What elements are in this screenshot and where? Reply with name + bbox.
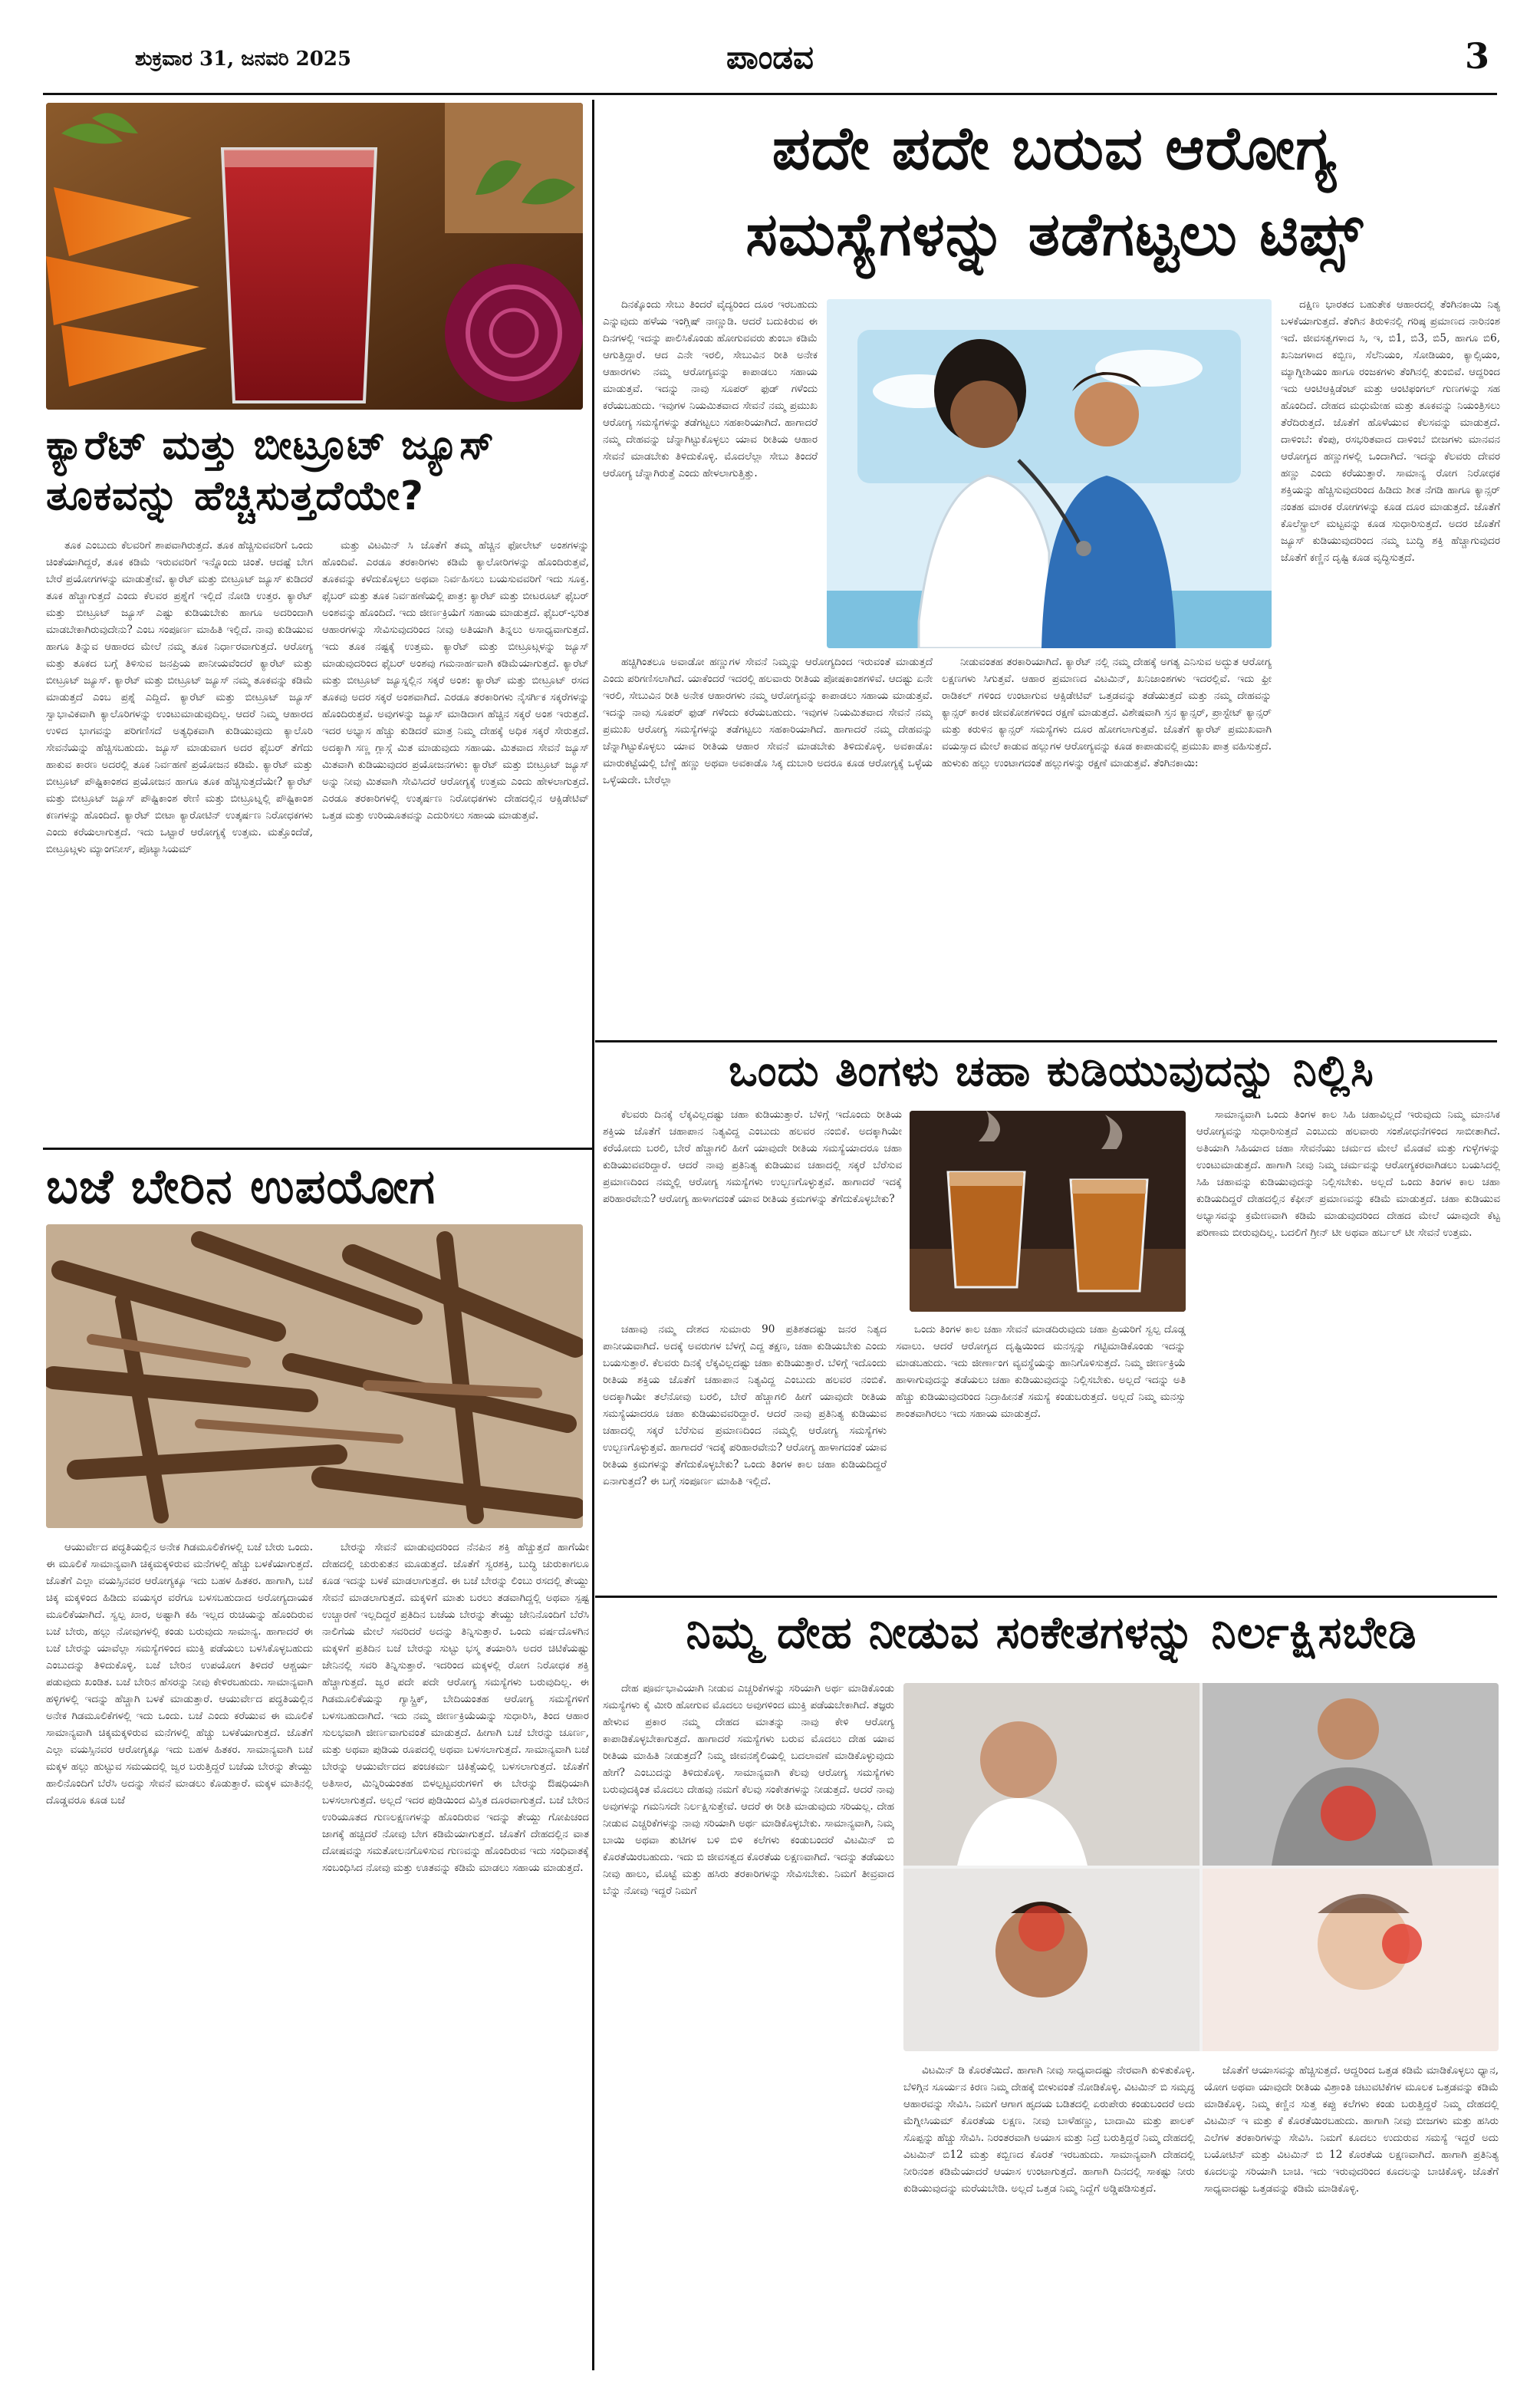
baje-paragraph: ಆಯುರ್ವೇದ ಪದ್ಧತಿಯಲ್ಲಿನ ಅನೇಕ ಗಿಡಮೂಲಿಕೆಗಳಲ್ಲಿ ಬಜೆ ಬೇರು ಒಂದು. ಈ ಮೂಲಿಕೆ ಸಾಮಾನ್ಯವಾಗಿ ಚಿಕ್ಕಮಕ್ಕಳಿರುವ ಮನೆಗಳಲ್ಲಿ ಹೆಚ್ಚು ಬಳಕೆಯಾಗುತ್ತದೆ. ಜೊತೆಗೆ ಎಲ್ಲಾ ವಯಸ್ಸಿನವರ ಆರೋಗ್ಯಕ್ಕೂ ಇದು ಬಹಳ ಹಿತಕರ. ಹಾಗಾಗಿ, ಬಜೆ ಚಿಕ್ಕ ಮಕ್ಕಳಿಂದ ಹಿಡಿದು ವಯಸ್ಕರ ವರೆಗೂ ಬಳಸಬಹುದಾದ ಅರೋಗ್ಯದಾಯಕ ಮೂಲಿಕೆಯಾಗಿದೆ. ಸ್ವಲ್ಪ ಖಾರ, ಅಷ್ಟಾಗಿ ಕಹಿ ಇಲ್ಲದ ರುಚಿಯನ್ನು ಹೊಂದಿರುವ ಬಜೆ ಬೇರು, ಹಲ್ಲು ನೋವುಗಳಲ್ಲಿ ಕಂಡು ಬರುವುದು ಸಾಮಾನ್ಯ. ಹಾಗಾದರೆ ಈ ಬಜೆ ಬೇರನ್ನು ಯಾವೆಲ್ಲಾ ಸಮಸ್ಯೆಗಳಿಂದ ಮುಕ್ತಿ ಪಡೆಯಲು ಬಳಸಿಕೊಳ್ಳಬಹುದು ಎಂಬುದನ್ನು ತಿಳಿದುಕೊಳ್ಳಿ. ಬಜೆ ಬೇರಿನ ಉಪಯೋಗ ತಿಳಿದರೆ ಆಶ್ಚರ್ಯ ಪಡುವುದು ಖಂಡಿತ. ಬಜೆ ಬೇರಿನ ಹೆಸರನ್ನು ನೀವು ಕೇಳಿರಬಹುದು. ಸಾಮಾನ್ಯವಾಗಿ ಹಳ್ಳಿಗಳಲ್ಲಿ ಇದನ್ನು ಹೆಚ್ಚಾಗಿ ಬಳಕೆ ಮಾಡುತ್ತಾರೆ. ಆಯುರ್ವೇದ ಪದ್ಧತಿಯಲ್ಲಿನ ಅನೇಕ ಗಿಡಮೂಲಿಕೆಗಳಲ್ಲಿ ಇದು ಒಂದು. ಬಜೆ ಎಂದು ಕರೆಯುವ ಈ ಮೂಲಿಕೆ ಸಾಮಾನ್ಯವಾಗಿ ಚಿಕ್ಕಮಕ್ಕಳಿರುವ ಮನೆಗಳಲ್ಲಿ ಹೆಚ್ಚು ಬಳಕೆಯಾಗುತ್ತದೆ. ಜೊತೆಗೆ ಎಲ್ಲಾ ವಯಸ್ಸಿನವರ ಆರೋಗ್ಯಕ್ಕೂ ಇದು ಬಹಳ ಹಿತಕರ. ಸಾಮಾನ್ಯವಾಗಿ ಬಜೆ ಮಕ್ಕಳ ಹಲ್ಲು ಹುಟ್ಟುವ ಸಮಯದಲ್ಲಿ ಜ್ವರ ಬರುತ್ತಿದ್ದರೆ ಬಜೆಯ ಬೇರನ್ನು ತೇಯ್ದು ಹಾಲಿನೊಂದಿಗೆ ಬೆರೆಸಿ ಅದನ್ನು ಸೇವನೆ ಮಾಡಲು ಕೊಡುತ್ತಾರೆ. ಮಕ್ಕಳ ಮಾತಿನಲ್ಲಿ ದೊಡ್ಡವರೂ ಕೂಡ ಬಜೆ	[46, 1541, 313, 1807]
health-paragraph: ದಿನಕ್ಕೊಂದು ಸೇಬು ತಿಂದರೆ ವೈದ್ಯರಿಂದ ದೂರ ಇರಬಹುದು ಎನ್ನುವುದು ಹಳೆಯ ಇಂಗ್ಲಿಷ್ ನಾಣ್ಣುಡಿ. ಆದರೆ ಬದುಕಿರುವ ಈ ದಿನಗಳಲ್ಲಿ ಇದನ್ನು ಪಾಲಿಸಿಕೊಂಡು ಹೋಗುವವರು ತುಂಬಾ ಕಡಿಮೆ ಆಗುತ್ತಿದ್ದಾರೆ. ಆದ ಎನೇ ಇರಲಿ, ಸೇಬುವಿನ ರೀತಿ ಅನೇಕ ಆಹಾರಗಳು ನಮ್ಮ ಆರೋಗ್ಯವನ್ನು ಕಾಪಾಡಲು ಸಹಾಯ ಮಾಡುತ್ತವೆ. ಇದನ್ನು ನಾವು ಸೂಪರ್ ಫುಡ್ ಗಳೆಂದು ಕರೆಯಬಹುದು. ಇವುಗಳ ನಿಯಮಿತವಾದ ಸೇವನೆ ನಮ್ಮ ಪ್ರಮುಖ ಆರೋಗ್ಯ ಸಮಸ್ಯೆಗಳನ್ನು ತಡೆಗಟ್ಟಲು ಸಹಕಾರಿಯಾಗಿದೆ. ಹಾಗಾದರೆ ನಮ್ಮ ದೇಹವನ್ನು ಚೆನ್ನಾಗಿಟ್ಟುಕೊಳ್ಳಲು ಯಾವ ರೀತಿಯ ಆಹಾರ ಸೇವನೆ ಮಾಡಬೇಕು ತಿಳಿದುಕೊಳ್ಳಿ. ಮೊದಲೆಲ್ಲಾ ಸೇಬು ತಿಂದರೆ ಆರೋಗ್ಯ ಚೆನ್ನಾಗಿರುತ್ತೆ ಎಂದು ಹೇಳಲಾಗುತ್ತಿತ್ತು.	[603, 298, 818, 479]
newspaper-name: ಪಾಂಡವ	[726, 38, 814, 76]
section-divider	[595, 1596, 1497, 1598]
tea-paragraph: ಒಂದು ತಿಂಗಳ ಕಾಲ ಚಹಾ ಸೇವನೆ ಮಾಡದಿರುವುದು ಚಹಾ ಪ್ರಿಯರಿಗೆ ಸ್ವಲ್ಪ ದೊಡ್ಡ ಸವಾಲು. ಆದರೆ ಆರೋಗ್ಯದ ದೃಷ್ಟಿಯಿಂದ ಮನಸ್ಸನ್ನು ಗಟ್ಟಿಮಾಡಿಕೊಂಡು ಇದನ್ನು ಮಾಡಬಹುದು. ಇದು ಜೀರ್ಣಾಂಗ ವ್ಯವಸ್ಥೆಯನ್ನು ಹಾನಿಗೊಳಿಸುತ್ತದೆ. ನಿಮ್ಮ ಜೀರ್ಣಕ್ರಿಯೆ ಹಾಳಾಗುವುದನ್ನು ತಡೆಯಲು ಚಹಾ ಕುಡಿಯುವುದನ್ನು ನಿಲ್ಲಿಸಬೇಕು. ಅಲ್ಲದೆ ಇದನ್ನು ಅತಿ ಹೆಚ್ಚು ಕುಡಿಯುವುದರಿಂದ ನಿದ್ರಾಹೀನತೆ ಸಮಸ್ಯೆ ಕಂಡುಬರುತ್ತದೆ. ಅಲ್ಲದೆ ನಿಮ್ಮ ಮನಸ್ಸು ಶಾಂತವಾಗಿರಲು ಇದು ಸಹಾಯ ಮಾಡುತ್ತದೆ.	[896, 1323, 1186, 1420]
tea-body-col1-bottom	[603, 1321, 887, 1597]
tea-body-col2	[896, 1321, 1186, 1597]
baje-headline: ಬಜೆ ಬೇರಿನ ಉಪಯೋಗ	[46, 1158, 436, 1214]
column-divider	[592, 100, 594, 2370]
body-signals-headline: ನಿಮ್ಮ ದೇಹ ನೀಡುವ ಸಂಕೇತಗಳನ್ನು ನಿರ್ಲಕ್ಷಿಸಬೇಡಿ	[686, 1606, 1417, 1658]
juice-headline	[46, 420, 592, 528]
tea-body-col3	[1196, 1106, 1500, 1597]
tea-headline: ಒಂದು ತಿಂಗಳು ಚಹಾ ಕುಡಿಯುವುದನ್ನು ನಿಲ್ಲಿಸಿ	[729, 1046, 1374, 1096]
masthead	[43, 34, 1497, 95]
section-divider	[43, 1148, 592, 1150]
health-headline	[606, 106, 1503, 282]
juice-headline-line2: ತೂಕವನ್ನು ಹೆಚ್ಚಿಸುತ್ತದೆಯೇ?	[46, 473, 425, 519]
baje-root-image	[46, 1224, 583, 1528]
health-body-col2	[942, 654, 1272, 1037]
tea-paragraph: ಚಹಾವು ನಮ್ಮ ದೇಶದ ಸುಮಾರು 90 ಪ್ರತಿಶತದಷ್ಟು ಜನರ ನಿತ್ಯದ ಪಾನೀಯವಾಗಿದೆ. ಅದಕ್ಕೆ ಅವರುಗಳ ಬೆಳಗ್ಗೆ ಎದ್ದ ತಕ್ಷಣ, ಚಹಾ ಕುಡಿಯಬೇಕು ಎಂದು ಬಯಸುತ್ತಾರೆ. ಕೆಲವರು ದಿನಕ್ಕೆ ಲೆಕ್ಕವಿಲ್ಲದಷ್ಟು ಚಹಾ ಕುಡಿಯುತ್ತಾರೆ. ಬೆಳಿಗ್ಗೆ ಇದೊಂದು ರೀತಿಯ ಶಕ್ತಿಯ ಜೊತೆಗೆ ಚಹಾಪಾನ ನಿತ್ಯವಿದ್ದ ಎಂಬುದು ಹಲವರ ನಂಬಿಕೆ. ಅದಕ್ಕಾಗಿಯೇ ತಲೆನೋವು ಬರಲಿ, ಬೇರೆ ಹೆಚ್ಚಾಗಲಿ ಹೀಗೆ ಯಾವುದೇ ರೀತಿಯ ಸಮಸ್ಯೆಯಾದರೂ ಚಹಾ ಕುಡಿಯುವವರಿದ್ದಾರೆ. ಆದರೆ ನಾವು ಪ್ರತಿನಿತ್ಯ ಕುಡಿಯುವ ಚಹಾದಲ್ಲಿ ಸಕ್ಕರೆ ಬೆರೆಸುವ ಪ್ರಮಾಣದಿಂದ ನಮ್ಮಲ್ಲಿ ಆರೋಗ್ಯ ಸಮಸ್ಯೆಗಳು ಉಲ್ಬಣಗೊಳ್ಳುತ್ತವೆ. ಹಾಗಾದರೆ ಇದಕ್ಕೆ ಪರಿಹಾರವೇನು? ಆರೋಗ್ಯ ಹಾಳಾಗದಂತೆ ಯಾವ ರೀತಿಯ ಕ್ರಮಗಳನ್ನು ತೆಗೆದುಕೊಳ್ಳಬೇಕು? ಒಂದು ತಿಂಗಳ ಕಾಲ ಚಹಾ ಕುಡಿಯದಿದ್ದರೆ ಏನಾಗುತ್ತದೆ? ಈ ಬಗ್ಗೆ ಸಂಪೂರ್ಣ ಮಾಹಿತಿ ಇಲ್ಲಿದೆ.	[603, 1323, 887, 1487]
carrot-beetroot-juice-image	[46, 103, 583, 410]
juice-body-col1	[46, 537, 313, 1197]
body-pain-collage-image	[903, 1683, 1499, 2051]
tea-glasses-image	[910, 1111, 1186, 1312]
juice-body-col2	[322, 537, 589, 1197]
health-headline-line1: ಪದೇ ಪದೇ ಬರುವ ಆರೋಗ್ಯ	[772, 114, 1338, 183]
body-signals-col2	[903, 2062, 1195, 2369]
body-signals-col1	[603, 1680, 894, 2370]
body-signals-col3	[1204, 2062, 1499, 2369]
tea-paragraph: ಸಾಮಾನ್ಯವಾಗಿ ಒಂದು ತಿಂಗಳ ಕಾಲ ಸಿಹಿ ಚಹಾವಿಲ್ಲದೆ ಇರುವುದು ನಿಮ್ಮ ಮಾನಸಿಕ ಆರೋಗ್ಯವನ್ನು ಸುಧಾರಿಸುತ್ತದೆ ಎಂಬುದು ಹಲವಾರು ಸಂಶೋಧನೆಗಳಿಂದ ಸಾಬೀತಾಗಿದೆ. ಅತಿಯಾಗಿ ಸಿಹಿಯಾದ ಚಹಾ ಸೇವನೆಯು ಚರ್ಮದ ಮೇಲೆ ಮೊಡವೆ ಮತ್ತು ಗುಳ್ಳೆಗಳನ್ನು ಉಂಟುಮಾಡುತ್ತದೆ. ಹಾಗಾಗಿ ನೀವು ನಿಮ್ಮ ಚರ್ಮವನ್ನು ಆರೋಗ್ಯಕರವಾಗಿಡಲು ಬಯಸಿದಲ್ಲಿ ಸಿಹಿ ಚಹಾವನ್ನು ಕುಡಿಯುವುದನ್ನು ನಿಲ್ಲಿಸಬೇಕು. ಅಲ್ಲದೆ ಒಂದು ತಿಂಗಳ ಕಾಲ ಚಹಾ ಕುಡಿಯದಿದ್ದರೆ ದೇಹದಲ್ಲಿನ ಕೆಫೀನ್ ಪ್ರಮಾಣವನ್ನು ಕಡಿಮೆ ಮಾಡುತ್ತದೆ. ಚಹಾ ಕುಡಿಯುವ ಅಭ್ಯಾಸವನ್ನು ಕ್ರಮೇಣವಾಗಿ ಕಡಿಮೆ ಮಾಡುವುದರಿಂದ ದೇಹದ ಮೇಲೆ ಯಾವುದೇ ಕೆಟ್ಟ ಪರಿಣಾಮ ಬೀರುವುದಿಲ್ಲ. ಬದಲಿಗೆ ಗ್ರೀನ್ ಟೀ ಅಥವಾ ಹರ್ಬಲ್ ಟೀ ಸೇವನೆ ಉತ್ತಮ.	[1196, 1108, 1500, 1239]
health-body-col1-bottom	[603, 654, 933, 1037]
body-signals-paragraph: ವಿಟಮಿನ್ ಡಿ ಕೊರತೆಯಿದೆ. ಹಾಗಾಗಿ ನೀವು ಸಾಧ್ಯವಾದಷ್ಟು ನೇರವಾಗಿ ಕುಳಿತುಕೊಳ್ಳಿ. ಬೆಳಿಗ್ಗಿನ ಸೂರ್ಯನ ಕಿರಣ ನಿಮ್ಮ ದೇಹಕ್ಕೆ ಬೀಳುವಂತೆ ನೋಡಿಕೊಳ್ಳಿ. ವಿಟಮಿನ್ ಬಿ ಸಮೃದ್ಧ ಆಹಾರವನ್ನು ಸೇವಿಸಿ. ನಿಮಗೆ ಆಗಾಗ ಹೃದಯ ಬಡಿತದಲ್ಲಿ ಏರುಪೇರು ಕಂಡುಬಂದರೆ ಅದು ಮೆಗ್ನೀಸಿಯಮ್ ಕೊರತೆಯ ಲಕ್ಷಣ. ನೀವು ಬಾಳೆಹಣ್ಣು, ಬಾದಾಮಿ ಮತ್ತು ಪಾಲಕ್ ಸೊಪ್ಪನ್ನು ಹೆಚ್ಚು ಸೇವಿಸಿ. ನಿರಂತರವಾಗಿ ಅಯಾಸ ಮತ್ತು ನಿದ್ರೆ ಬರುತ್ತಿದ್ದರೆ ನಿಮ್ಮ ದೇಹದಲ್ಲಿ ವಿಟಮಿನ್ ಬಿ12 ಮತ್ತು ಕಬ್ಬಿಣದ ಕೊರತೆ ಇರಬಹುದು. ಸಾಮಾನ್ಯವಾಗಿ ದೇಹದಲ್ಲಿ ನೀರಿನಂಶ ಕಡಿಮೆಯಾದರೆ ಆಯಾಸ ಉಂಟಾಗುತ್ತದೆ. ಹಾಗಾಗಿ ದಿನದಲ್ಲಿ ಸಾಕಷ್ಟು ನೀರು ಕುಡಿಯುವುದನ್ನು ಮರೆಯಬೇಡಿ. ಅಲ್ಲದೆ ಒತ್ತಡ ನಿಮ್ಮ ನಿದ್ದೆಗೆ ಅಡ್ಡಿಪಡಿಸುತ್ತದೆ.	[903, 2064, 1195, 2195]
issue-date: ಶುಕ್ರವಾರ 31, ಜನವರಿ 2025	[135, 48, 352, 71]
doctor-patient-image	[827, 299, 1272, 648]
juice-paragraph: ತೂಕ ಎಂಬುದು ಕೆಲವರಿಗೆ ಶಾಪವಾಗಿರುತ್ತದೆ. ತೂಕ ಹೆಚ್ಚಿಸುವವರಿಗೆ ಒಂದು ಚಿಂತೆಯಾಗಿದ್ದರೆ, ತೂಕ ಕಡಿಮೆ ಇರುವವರಿಗೆ ಇನ್ನೊಂದು ಚಿಂತೆ. ಆದಷ್ಟೆ ಬೇಗ ಬೇರೆ ಪ್ರಯೋಗಗಳನ್ನು ಮಾಡುತ್ತೇವೆ. ಕ್ಯಾರೆಟ್ ಮತ್ತು ಬೀಟ್ರೂಟ್ ಜ್ಯೂಸ್ ಕುಡಿದರೆ ತೂಕ ಹೆಚ್ಚಾಗುತ್ತದೆ ಎಂದು ಕೆಲವರ ಪ್ರಶ್ನೆಗೆ ಇಲ್ಲಿದೆ ನೋಡಿ ಉತ್ತರ. ಕ್ಯಾರೆಟ್ ಮತ್ತು ಬೀಟ್ರೂಟ್ ಜ್ಯೂಸ್ ಎಷ್ಟು ಕುಡಿಯಬೇಕು ಹಾಗೂ ಅದರಿಂದಾಗಿ ಮಾಡಬೇಕಾಗಿರುವುದೇನು? ಎಂಬ ಸಂಪೂರ್ಣ ಮಾಹಿತಿ ಇಲ್ಲಿದೆ. ನಾವು ಕುಡಿಯುವ ಹಾಗೂ ತಿನ್ನುವ ಆಹಾರದ ಮೇಲೆ ನಮ್ಮ ತೂಕ ನಿರ್ಧಾರವಾಗುತ್ತದೆ. ಆರೋಗ್ಯ ಮತ್ತು ತೂಕದ ಬಗ್ಗೆ ತಿಳಿಸುವ ಜನಪ್ರಿಯ ಪಾನೀಯವೆಂದರೆ ಕ್ಯಾರೆಟ್ ಮತ್ತು ಬೀಟ್ರೂಟ್ ಜ್ಯೂಸ್. ಕ್ಯಾರೆಟ್ ಮತ್ತು ಬೀಟ್ರೂಟ್ ಜ್ಯೂಸ್ ನಮ್ಮ ತೂಕವನ್ನು ಕಡಿಮೆ ಮಾಡುತ್ತದೆ ಎಂಬ ಪ್ರಶ್ನೆ ಎದ್ದಿದೆ. ಕ್ಯಾರೆಟ್ ಮತ್ತು ಬೀಟ್ರೂಟ್ ಜ್ಯೂಸ್ ಸ್ವಾಭಾವಿಕವಾಗಿ ಕ್ಯಾಲೊರಿಗಳನ್ನು ಉಂಟುಮಾಡುವುದಿಲ್ಲ. ಆದರೆ ನಿಮ್ಮ ಆಹಾರದ ಉಳಿದ ಭಾಗವನ್ನು ಪರಿಗಣಿಸದೆ ಅತ್ಯಧಿಕವಾಗಿ ಕುಡಿಯುವುದು ಕ್ಯಾಲೊರಿ ಸೇವನೆಯನ್ನು ಹೆಚ್ಚಿಸಬಹುದು. ಜ್ಯೂಸ್ ಮಾಡುವಾಗ ಅದರ ಫೈಬರ್ ತೆಗೆದು ಹಾಕುವ ಕಾರಣ ಅದರಲ್ಲಿ ತೂಕ ನಿರ್ವಹಣೆ ಪ್ರಯೋಜನ ಕಡಿಮೆ. ಕ್ಯಾರೆಟ್ ಮತ್ತು ಬೀಟ್ರೂಟ್ ಪೌಷ್ಟಿಕಾಂಶದ ಪ್ರಯೋಜನ ಹಾಗೂ ತೂಕ ಹೆಚ್ಚಿಸುತ್ತದೆಯೇ? ಕ್ಯಾರೆಟ್ ಮತ್ತು ಬೀಟ್ರೂಟ್ ಜ್ಯೂಸ್ ಪೌಷ್ಟಿಕಾಂಶ ಠೇಣಿ ಮತ್ತು ಬೀಟ್ರೂಟ್ನಲ್ಲಿ ಪೌಷ್ಟಿಕಾಂಶ ಕಣಗಳನ್ನು ಹೊಂದಿದೆ. ಕ್ಯಾರೆಟ್ ಬೀಟಾ ಕ್ಯಾರೋಟಿನ್ ಉತ್ಕರ್ಷಣ ನಿರೋಧಕಗಳು ಎಂದು ಕರೆಯಲಾಗುತ್ತದೆ. ಇದು ಒಟ್ಟಾರೆ ಆರೋಗ್ಯಕ್ಕೆ ಉತ್ತಮ. ಮತ್ತೊಂದೆಡೆ, ಬೀಟ್ರೂಟ್ಗಳು ಮ್ಯಾಂಗನೀಸ್, ಪೊಟ್ಯಾಸಿಯಮ್	[46, 539, 313, 855]
baje-paragraph: ಬೇರನ್ನು ಸೇವನೆ ಮಾಡುವುದರಿಂದ ನೆನಪಿನ ಶಕ್ತಿ ಹೆಚ್ಚುತ್ತದೆ ಹಾಗೆಯೇ ದೇಹದಲ್ಲಿ ಚುರುಕುತನ ಮೂಡುತ್ತದೆ. ಜೊತೆಗೆ ಸ್ವರಶಕ್ತಿ, ಬುದ್ಧಿ ಚುರುಕಾಗಲೂ ಕೂಡ ಇದನ್ನು ಬಳಕೆ ಮಾಡಲಾಗುತ್ತದೆ. ಈ ಬಜೆ ಬೇರನ್ನು ಲಿಂಬು ರಸದಲ್ಲಿ ತೇಯ್ದು ಸೇವನೆ ಮಾಡಲಾಗುತ್ತದೆ. ಮಕ್ಕಳಿಗೆ ಮಾತು ಬರಲು ತಡವಾಗಿದ್ದಲ್ಲಿ ಅಥವಾ ಸ್ಪಷ್ಟ ಉಚ್ಚಾರಣೆ ಇಲ್ಲದಿದ್ದರೆ ಪ್ರತಿದಿನ ಬಜೆಯ ಬೇರನ್ನು ತೇಯ್ದು ಜೇನಿನೊಂದಿಗೆ ಬೆರೆಸಿ ನಾಲಿಗೆಯ ಮೇಲೆ ಸವರಿದರೆ ಅದನ್ನು ತಿನ್ನಿಸುತ್ತಾರೆ. ಒಂದು ವರ್ಷದೊಳಗಿನ ಮಕ್ಕಳಿಗೆ ಪ್ರತಿದಿನ ಬಜೆ ಬೇರನ್ನು ಸುಟ್ಟು ಭಸ್ಮ ತಯಾರಿಸಿ ಅದರ ಚಿಟಿಕೆಯಷ್ಟು ಜೇನಿನಲ್ಲಿ ಸವರಿ ತಿನ್ನಿಸುತ್ತಾರೆ. ಇದರಿಂದ ಮಕ್ಕಳಲ್ಲಿ ರೋಗ ನಿರೋಧಕ ಶಕ್ತಿ ಹೆಚ್ಚಾಗುತ್ತದೆ. ಜ್ವರ ಪದೇ ಪದೇ ಆರೋಗ್ಯ ಸಮಸ್ಯೆಗಳು ಬರುವುದಿಲ್ಲ. ಈ ಗಿಡಮೂಲಿಕೆಯನ್ನು ಗ್ಯಾಸ್ಟ್ರಿಕ್, ಬೇದಿಯಂತಹ ಆರೋಗ್ಯ ಸಮಸ್ಯೆಗಳಿಗೆ ಬಳಸಬಹುದಾಗಿದೆ. ಇದು ನಮ್ಮ ಜೀರ್ಣಕ್ರಿಯೆಯನ್ನು ಸುಧಾರಿಸಿ, ತಿಂದ ಆಹಾರ ಸುಲಭವಾಗಿ ಜೀರ್ಣವಾಗುವಂತೆ ಮಾಡುತ್ತದೆ. ಹೀಗಾಗಿ ಬಜೆ ಬೇರನ್ನು ಚೂರ್ಣ, ಮತ್ತು ಅಥವಾ ಪುಡಿಯ ರೂಪದಲ್ಲಿ ಅಥವಾ ಬಳಸಲಾಗುತ್ತದೆ. ಸಾಮಾನ್ಯವಾಗಿ ಬಜೆ ಬೇರನ್ನು ಆಯುರ್ವೇದದ ಪಂಚಕರ್ಮ ಚಿಕಿತ್ಸೆಯಲ್ಲಿ ಬಳಸಲಾಗುತ್ತದೆ. ಜೊತೆಗೆ ಅತಿಸಾರ, ಮಿನ್ನಿರಿಯಂತಹ ಬಿಳಲ್ಪಟ್ಟವರುಗಳಿಗೆ ಈ ಬೇರನ್ನು ಔಷಧಿಯಾಗಿ ಬಳಸಲಾಗುತ್ತದೆ. ಅಲ್ಲದೆ ಇದರ ಪುಡಿಯಿಂದ ವಿಸ್ತಿತ ದೂರವಾಗುತ್ತದೆ. ಬಜೆ ಬೇರಿನ ಉರಿಯೂತದ ಗುಣಲಕ್ಷಣಗಳನ್ನು ಹೊಂದಿರುವ ಇದನ್ನು ತೇಯ್ದು ಗೋಪಿಚಂದ ಜಾಗಕ್ಕೆ ಹಚ್ಚಿದರೆ ನೋವು ಬೇಗ ಕಡಿಮೆಯಾಗುತ್ತದೆ. ಜೊತೆಗೆ ದೇಹದಲ್ಲಿನ ವಾತ ದೋಷವನ್ನು ಸಮತೋಲನಗೊಳಿಸುವ ಗುಣವನ್ನು ಹೊಂದಿರುವ ಇದು ಸಂಧಿವಾತಕ್ಕೆ ಸಂಬಂಧಿಸಿದ ನೋವು ಮತ್ತು ಊತವನ್ನು ಕಡಿಮೆ ಮಾಡಲು ಸಹಾಯ ಮಾಡುತ್ತದೆ.	[322, 1541, 589, 1874]
page-number: 3	[1464, 35, 1489, 77]
health-body-col1-top	[603, 296, 818, 641]
tea-body-col1-top	[603, 1106, 902, 1313]
body-signals-paragraph: ಜೊತೆಗೆ ಆಯಾಸವನ್ನು ಹೆಚ್ಚಿಸುತ್ತದೆ. ಆದ್ದರಿಂದ ಒತ್ತಡ ಕಡಿಮೆ ಮಾಡಿಕೊಳ್ಳಲು ಧ್ಯಾನ, ಯೋಗ ಅಥವಾ ಯಾವುದೇ ರೀತಿಯ ವಿಶ್ರಾಂತಿ ಚಟುವಟಿಕೆಗಳ ಮೂಲಕ ಒತ್ತಡವನ್ನು ಕಡಿಮೆ ಮಾಡಿಕೊಳ್ಳಿ. ನಿಮ್ಮ ಕಣ್ಣಿನ ಸುತ್ತ ಕಪ್ಪು ಕಲೆಗಳು ಕಂಡು ಬರುತ್ತಿದ್ದರೆ ನಿಮ್ಮ ದೇಹದಲ್ಲಿ ವಿಟಮಿನ್ ಇ ಮತ್ತು ಕೆ ಕೊರತೆಯಿರಬಹುದು. ಹಾಗಾಗಿ ನೀವು ಬೀಜಗಳು ಮತ್ತು ಹಸಿರು ಎಲೆಗಳ ತರಕಾರಿಗಳನ್ನು ಸೇವಿಸಿ. ನಿಮಗೆ ಕೂದಲು ಉದುರುವ ಸಮಸ್ಯೆ ಇದ್ದರೆ ಅದು ಬಯೋಟಿನ್ ಮತ್ತು ವಿಟಮಿನ್ ಬಿ 12 ಕೊರತೆಯ ಲಕ್ಷಣವಾಗಿದೆ. ಹಾಗಾಗಿ ಪ್ರತಿನಿತ್ಯ ಕೂದಲನ್ನು ಸರಿಯಾಗಿ ಬಾಚಿ. ಇದು ಇರುವುದರಿಂದ ಕೂದಲನ್ನು ಬಾಚಿಕೊಳ್ಳಿ. ಜೊತೆಗೆ ಸಾಧ್ಯವಾದಷ್ಟು ಒತ್ತಡವನ್ನು ಕಡಿಮೆ ಮಾಡಿಕೊಳ್ಳಿ.	[1204, 2064, 1499, 2195]
health-body-col3	[1281, 296, 1500, 1033]
baje-body-col1	[46, 1539, 313, 2367]
body-signals-paragraph: ದೇಹ ಪೂರ್ವಭಾವಿಯಾಗಿ ನೀಡುವ ಎಚ್ಚರಿಕೆಗಳನ್ನು ಸರಿಯಾಗಿ ಅರ್ಥ ಮಾಡಿಕೊಂಡು ಸಮಸ್ಯೆಗಳು ಕೈ ಮೀರಿ ಹೋಗುವ ಮೊದಲು ಅವುಗಳಿಂದ ಮುಕ್ತಿ ಪಡೆಯಬೇಕಾಗಿದೆ. ತಜ್ಞರು ಹೇಳುವ ಪ್ರಕಾರ ನಮ್ಮ ದೇಹದ ಮಾತನ್ನು ನಾವು ಕೇಳಿ ಆರೋಗ್ಯ ಕಾಪಾಡಿಕೊಳ್ಳಬೇಕಾಗುತ್ತದೆ. ಹಾಗಾದರೆ ಸಮಸ್ಯೆಗಳು ಬರುವ ಮೊದಲು ದೇಹ ಯಾವ ರೀತಿಯ ಮಾಹಿತಿ ನೀಡುತ್ತದೆ? ನಿಮ್ಮ ಜೀವನಶೈಲಿಯಲ್ಲಿ ಬದಲಾವಣೆ ಮಾಡಿಕೊಳ್ಳುವುದು ಹೇಗೆ? ಎಂಬುದನ್ನು ತಿಳಿದುಕೊಳ್ಳಿ. ಸಾಮಾನ್ಯವಾಗಿ ಕೆಲವು ಆರೋಗ್ಯ ಸಮಸ್ಯೆಗಳು ಬರುವುದಕ್ಕಿಂತ ಮೊದಲು ದೇಹವು ನಮಗೆ ಕೆಲವು ಸಂಕೇತಗಳನ್ನು ನೀಡುತ್ತದೆ. ಆದರೆ ನಾವು ಅವುಗಳನ್ನು ಗಮನಿಸದೇ ನಿರ್ಲಕ್ಷಿಸುತ್ತೇವೆ. ಆದರೆ ಈ ರೀತಿ ಮಾಡುವುದು ಸರಿಯಲ್ಲ. ದೇಹ ನೀಡುವ ಎಚ್ಚರಿಕೆಗಳನ್ನು ನಾವು ಸರಿಯಾಗಿ ಅರ್ಥ ಮಾಡಿಕೊಳ್ಳಬೇಕು. ಸಾಮಾನ್ಯವಾಗಿ, ನಿಮ್ಮ ಬಾಯಿ ಅಥವಾ ತುಟಿಗಳ ಬಳಿ ಬಿಳಿ ಕಲೆಗಳು ಕಂಡುಬಂದರೆ ವಿಟಮಿನ್ ಬಿ ಕೊರತೆಯಿರಬಹುದು. ಇದು ಬಿ ಜೀವಸತ್ವದ ಕೊರತೆಯ ಲಕ್ಷಣವಾಗಿದೆ. ಇದನ್ನು ತಡೆಯಲು ನೀವು ಹಾಲು, ಮೊಟ್ಟೆ ಮತ್ತು ಹಸಿರು ತರಕಾರಿಗಳನ್ನು ಸೇವಿಸಬೇಕು. ನಿಮಗೆ ತೀವ್ರವಾದ ಬೆನ್ನು ನೋವು ಇದ್ದರೆ ನಿಮಗೆ	[603, 1682, 894, 1897]
health-paragraph: ಹಚ್ಚಿಗಿಂತಲೂ ಅವಾಡೋ ಹಣ್ಣುಗಳ ಸೇವನೆ ನಿಮ್ಮನ್ನು ಆರೋಗ್ಯದಿಂದ ಇರುವಂತೆ ಮಾಡುತ್ತದೆ ಎಂದು ಪರಿಗಣಿಸಲಾಗಿದೆ. ಯಾಕೆಂದರೆ ಇದರಲ್ಲಿ ಹಲವಾರು ರೀತಿಯ ಪೋಷಕಾಂಶಗಳಿವೆ. ಆದಷ್ಟು ಏನೇ ಇರಲಿ, ಸೇಬುವಿನ ರೀತಿ ಅನೇಕ ಆಹಾರಗಳು ನಮ್ಮ ಆರೋಗ್ಯವನ್ನು ಕಾಪಾಡಲು ಸಹಾಯ ಮಾಡುತ್ತವೆ. ಇದನ್ನು ನಾವು ಸೂಪರ್ ಫುಡ್ ಗಳೆಂದು ಕರೆಯಬಹುದು. ಇವುಗಳ ನಿಯಮಿತವಾದ ಸೇವನೆ ನಮ್ಮ ಪ್ರಮುಖ ಆರೋಗ್ಯ ಸಮಸ್ಯೆಗಳನ್ನು ತಡೆಗಟ್ಟಲು ಸಹಕಾರಿಯಾಗಿದೆ. ಹಾಗಾದರೆ ನಮ್ಮ ದೇಹವನ್ನು ಚೆನ್ನಾಗಿಟ್ಟುಕೊಳ್ಳಲು ಯಾವ ರೀತಿಯ ಆಹಾರ ಸೇವನೆ ಮಾಡಬೇಕು ತಿಳಿದುಕೊಳ್ಳಿ. ಅವಕಾಡೊ: ಮಾರುಕಟ್ಟೆಯಲ್ಲಿ ಬೆಣ್ಣೆ ಹಣ್ಣು ಅಥವಾ ಅವಕಾಡೊ ಸಿಕ್ಕ ದುಬಾರಿ ಅದರೂ ಕೂಡ ಆರೋಗ್ಯಕ್ಕೆ ಒಳ್ಳೆಯ ಒಳ್ಳೆಯದೇ. ಬೇರೆಲ್ಲಾ	[603, 656, 933, 786]
health-headline-line2: ಸಮಸ್ಯೆಗಳನ್ನು ತಡೆಗಟ್ಟಲು ಟಿಪ್ಸ್	[745, 200, 1364, 269]
section-divider	[595, 1040, 1497, 1042]
health-paragraph: ನೀಡುವಂತಹ ತರಕಾರಿಯಾಗಿದೆ. ಕ್ಯಾರೆಟ್ ನಲ್ಲಿ ನಮ್ಮ ದೇಹಕ್ಕೆ ಅಗತ್ಯ ಎನಿಸುವ ಅದ್ಭುತ ಆರೋಗ್ಯ ಲಕ್ಷಣಗಳು ಸಿಗುತ್ತವೆ. ಆಹಾರ ಪ್ರಮಾಣದ ವಿಟಮಿನ್, ಖನಿಜಾಂಶಗಳು ಇದರಲ್ಲಿವೆ. ಇದು ಫ್ರೀ ರಾಡಿಕಲ್ ಗಳಿಂದ ಉಂಟಾಗುವ ಆಕ್ಸಿಡೇಟಿವ್ ಒತ್ತಡವನ್ನು ತಡೆಯುತ್ತದೆ ಮತ್ತು ನಮ್ಮ ದೇಹವನ್ನು ಕ್ಯಾನ್ಸರ್ ಕಾರಕ ಜೀವಕೋಶಗಳಿಂದ ರಕ್ಷಣೆ ಮಾಡುತ್ತದೆ. ವಿಶೇಷವಾಗಿ ಸ್ತನ ಕ್ಯಾನ್ಸರ್, ಪ್ರಾಸ್ಟೇಟ್ ಕ್ಯಾನ್ಸರ್ ಮತ್ತು ಕರುಳಿನ ಕ್ಯಾನ್ಸರ್ ಸಮಸ್ಯೆಗಳು ದೂರ ಹೋಗಲಾಗುತ್ತವೆ. ಜೊತೆಗೆ ಕ್ಯಾರೆಟ್ ಪ್ರಮುಖವಾಗಿ ವಯಸ್ಸಾದ ಮೇಲೆ ಕಾಡುವ ಹಲ್ಲುಗಳ ಆರೋಗ್ಯವನ್ನು ಕೂಡ ಕಾಪಾಡುವಲ್ಲಿ ಪ್ರಮುಖ ಪಾತ್ರ ವಹಿಸುತ್ತದೆ. ಹುಳುಕು ಹಲ್ಲು ಉಂಟಾಗದಂತೆ ಹಲ್ಲುಗಳನ್ನು ರಕ್ಷಣೆ ಮಾಡುತ್ತವೆ. ತೆಂಗಿನಕಾಯಿ:	[942, 656, 1272, 769]
juice-paragraph: ಮತ್ತು ವಿಟಮಿನ್ ಸಿ ಜೊತೆಗೆ ತಮ್ಮ ಹೆಚ್ಚಿನ ಫೋಲೇಟ್ ಅಂಶಗಳನ್ನು ಹೊಂದಿವೆ. ಎರಡೂ ತರಕಾರಿಗಳು ಕಡಿಮೆ ಕ್ಯಾಲೋರಿಗಳನ್ನು ಹೊಂದಿರುತ್ತವೆ, ತೂಕವನ್ನು ಕಳೆದುಕೊಳ್ಳಲು ಅಥವಾ ನಿರ್ವಹಿಸಲು ಬಯಸುವವರಿಗೆ ಇದು ಸೂಕ್ತ. ಫೈಬರ್ ಮತ್ತು ತೂಕ ನಿರ್ವಹಣೆಯಲ್ಲಿ ಪಾತ್ರ: ಕ್ಯಾರೆಟ್ ಮತ್ತು ಬೀಟರೂಟ್ ಫೈಬರ್ ಅಂಶವನ್ನು ಹೊಂದಿದೆ. ಇದು ಜೀರ್ಣಕ್ರಿಯೆಗೆ ಸಹಾಯ ಮಾಡುತ್ತದೆ. ಫೈಬರ್-ಭರಿತ ಆಹಾರಗಳನ್ನು ಸೇವಿಸುವುದರಿಂದ ನೀವು ಅತಿಯಾಗಿ ತಿನ್ನಲು ಅಸಾಧ್ಯವಾಗುತ್ತದೆ. ಇದು ತೂಕ ನಷ್ಟಕ್ಕೆ ಉತ್ತಮ. ಕ್ಯಾರೆಟ್ ಮತ್ತು ಬೀಟ್ರೂಟ್ಗಳನ್ನು ಜ್ಯೂಸ್ ಮಾಡುವುದರಿಂದ ಫೈಬರ್ ಅಂಶವು ಗಮನಾರ್ಹವಾಗಿ ಕಡಿಮೆಯಾಗುತ್ತದೆ. ಕ್ಯಾರೆಟ್ ಮತ್ತು ಬೀಟ್ರೂಟ್ ಜ್ಯೂಸ್ನಲ್ಲಿನ ಸಕ್ಕರೆ ಅಂಶ: ಕ್ಯಾರೆಟ್ ಮತ್ತು ಬೀಟ್ರೂಟ್ ರಸದ ತೂಕವು ಅದರ ಸಕ್ಕರೆ ಅಂಶವಾಗಿದೆ. ಎರಡೂ ತರಕಾರಿಗಳು ನೈಸರ್ಗಿಕ ಸಕ್ಕರೆಗಳನ್ನು ಹೊಂದಿರುತ್ತವೆ. ಅವುಗಳನ್ನು ಜ್ಯೂಸ್ ಮಾಡಿದಾಗ ಹೆಚ್ಚಿನ ಸಕ್ಕರೆ ಅಂಶ ಇರುತ್ತದೆ. ಇದರ ಅಭ್ಯಾಸ ಹೆಚ್ಚು ಕುಡಿದರೆ ಮಾತ್ರ ನಿಮ್ಮ ದೇಹಕ್ಕೆ ಅಧಿಕ ಸಕ್ಕರೆ ಸೇರುತ್ತದೆ. ಅದಕ್ಕಾಗಿ ಸಣ್ಣ ಗ್ಲಾಸ್ಗೆ ಮಿತ ಮಾಡುವುದು ಸಹಾಯ. ಮಿತವಾದ ಸೇವನೆ ಜ್ಯೂಸ್ ಮಿತವಾಗಿ ಕುಡಿಯುವುದರ ಪ್ರಯೋಜನಗಳು: ಕ್ಯಾರೆಟ್ ಮತ್ತು ಬೀಟ್ರೂಟ್ ಜ್ಯೂಸ್ ಅನ್ನು ನೀವು ಮಿತವಾಗಿ ಸೇವಿಸಿದರೆ ಆರೋಗ್ಯಕ್ಕೆ ಉತ್ತಮ ಎಂದು ಹೇಳಲಾಗುತ್ತದೆ. ಎರಡೂ ತರಕಾರಿಗಳಲ್ಲಿ ಉತ್ಕರ್ಷಣ ನಿರೋಧಕಗಳು ದೇಹದಲ್ಲಿನ ಆಕ್ಸಿಡೇಟಿವ್ ಒತ್ತಡ ಮತ್ತು ಉರಿಯೂತವನ್ನು ಎದುರಿಸಲು ಸಹಾಯ ಮಾಡುತ್ತವೆ.	[322, 539, 589, 822]
baje-body-col2	[322, 1539, 589, 2367]
juice-headline-line1: ಕ್ಯಾರೆಟ್ ಮತ್ತು ಬೀಟ್ರೂಟ್ ಜ್ಯೂಸ್	[46, 423, 495, 469]
health-paragraph: ದಕ್ಷಿಣ ಭಾರತದ ಬಹುತೇಕ ಆಹಾರದಲ್ಲಿ ತೆಂಗಿನಕಾಯಿ ನಿತ್ಯ ಬಳಕೆಯಾಗುತ್ತದೆ. ತೆಂಗಿನ ತಿರುಳಿನಲ್ಲಿ ಗರಿಷ್ಠ ಪ್ರಮಾಣದ ನಾರಿನಂಶ ಇದೆ. ಜೀವಸತ್ವಗಳಾದ ಸಿ, ಇ, ಬಿ1, ಬಿ3, ಬಿ5, ಹಾಗೂ ಬಿ6, ಖನಿಜಗಳಾದ ಕಬ್ಬಿಣ, ಸೆಲೆನಿಯಂ, ಸೋಡಿಯಂ, ಕ್ಯಾಲ್ಸಿಯಂ, ಮ್ಯಾಗ್ನೀಶಿಯಂ ಹಾಗೂ ರಂಜಕಗಳು ತೆಂಗಿನಲ್ಲಿ ತುಂಬಿವೆ. ಆದ್ದರಿಂದ ಇದು ಆಂಟಿಆಕ್ಸಿಡೆಂಟ್ ಮತ್ತು ಆಂಟಿಫಂಗಲ್ ಗುಣಗಳನ್ನು ಸಹ ಹೊಂದಿದೆ. ದೇಹದ ಮಧುಮೇಹ ಮತ್ತು ತೂಕವನ್ನು ನಿಯಂತ್ರಿಸಲು ತೆರೆದಿರುತ್ತದೆ. ಜೊತೆಗೆ ಹೊಳೆಯುವ ಕೆಲಸವನ್ನು ಮಾಡುತ್ತದೆ. ದಾಳಿಂಬೆ: ಕೆಂಪು, ರಸಭರಿತವಾದ ದಾಳಿಂಬೆ ಬೀಜಗಳು ಮಾನವನ ಆರೋಗ್ಯದ ಹಣ್ಣುಗಳಲ್ಲಿ ಒಂದಾಗಿದೆ. ಇದನ್ನು ಕೆಲವರು ದೇವರ ಹಣ್ಣು ಎಂದು ಕರೆಯುತ್ತಾರೆ. ಸಾಮಾನ್ಯ ರೋಗ ನಿರೋಧಕ ಶಕ್ತಿಯನ್ನು ಹೆಚ್ಚಿಸುವುದರಿಂದ ಹಿಡಿದು ಶೀತ ನೆಗಡಿ ಹಾಗೂ ಕ್ಯಾನ್ಸರ್ ನಂತಹ ಮಾರಕ ರೋಗಗಳನ್ನು ಕೂಡ ದೂರ ಮಾಡುತ್ತದೆ. ಜೊತೆಗೆ ಕೊಲೆಸ್ಟ್ರಾಲ್ ಮಟ್ಟವನ್ನು ಕೂಡ ಸುಧಾರಿಸುತ್ತದೆ. ಅದರ ಜೊತೆಗೆ ಜ್ಯೂಸ್ ಕುಡಿಯುವುದರಿಂದ ನಮ್ಮ ಬುದ್ಧಿ ಶಕ್ತಿ ಹೆಚ್ಚಾಗುವುದರ ಜೊತೆಗೆ ಕಣ್ಣಿನ ದೃಷ್ಟಿ ಕೂಡ ವೃದ್ಧಿಸುತ್ತದೆ.	[1281, 298, 1500, 564]
tea-paragraph: ಕೆಲವರು ದಿನಕ್ಕೆ ಲೆಕ್ಕವಿಲ್ಲದಷ್ಟು ಚಹಾ ಕುಡಿಯುತ್ತಾರೆ. ಬೆಳಿಗ್ಗೆ ಇದೊಂದು ರೀತಿಯ ಶಕ್ತಿಯ ಜೊತೆಗೆ ಚಹಾಪಾನ ನಿತ್ಯವಿದ್ದ ಎಂಬುದು ಹಲವರ ನಂಬಿಕೆ. ಅದಕ್ಕಾಗಿಯೇ ಕರೆಯೋದು ಬರಲಿ, ಬೇರೆ ಹೆಚ್ಚಾಗಲಿ ಹೀಗೆ ಯಾವುದೇ ರೀತಿಯ ಸಮಸ್ಯೆಯಾದರೂ ಚಹಾ ಕುಡಿಯುವವರಿದ್ದಾರೆ. ಆದರೆ ನಾವು ಪ್ರತಿನಿತ್ಯ ಕುಡಿಯುವ ಚಹಾದಲ್ಲಿ ಸಕ್ಕರೆ ಬೆರೆಸುವ ಪ್ರಮಾಣದಿಂದ ನಮ್ಮಲ್ಲಿ ಆರೋಗ್ಯ ಸಮಸ್ಯೆಗಳು ಉಲ್ಬಣಗೊಳ್ಳುತ್ತವೆ. ಹಾಗಾದರೆ ಇದಕ್ಕೆ ಪರಿಹಾರವೇನು? ಆರೋಗ್ಯ ಹಾಳಾಗದಂತೆ ಯಾವ ರೀತಿಯ ಕ್ರಮಗಳನ್ನು ತೆಗೆದುಕೊಳ್ಳಬೇಕು?	[603, 1108, 902, 1205]
